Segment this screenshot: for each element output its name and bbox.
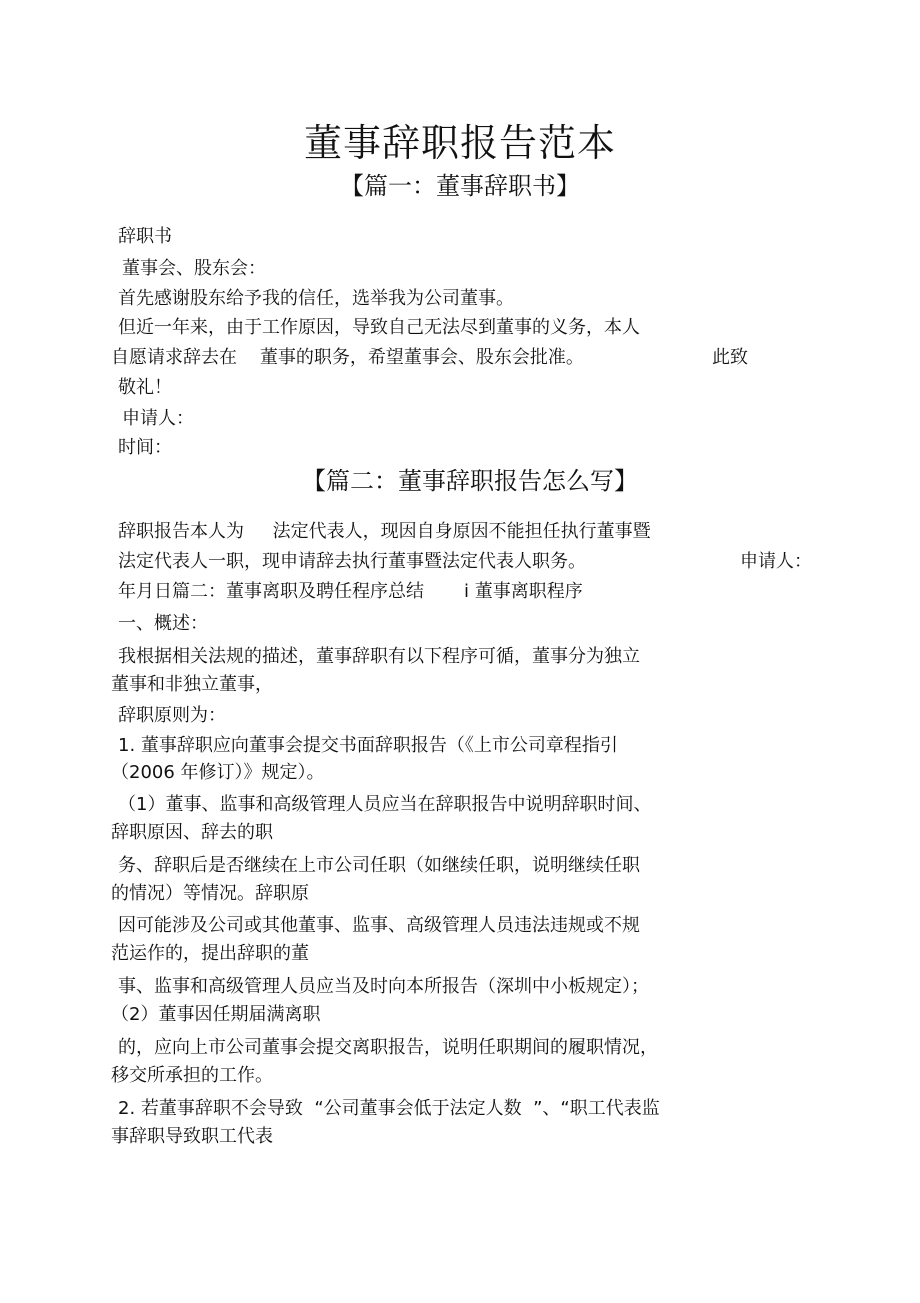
- signature-label: 申请人：: [740, 551, 812, 572]
- paragraph-line: 辞职书: [118, 226, 172, 247]
- section-2-heading: 【篇二：董事辞职报告怎么写】: [302, 467, 638, 495]
- paragraph-line: 事、监事和高级管理人员应当及时向本所报告（深圳中小板规定）；: [118, 976, 649, 997]
- paragraph-line: 移交所承担的工作。: [111, 1065, 273, 1086]
- paragraph-line: 因可能涉及公司或其他董事、监事、高级管理人员违法违规或不规: [118, 915, 640, 936]
- paragraph-line: 范运作的，提出辞职的董: [111, 943, 309, 964]
- paragraph-line: 董事会、股东会：: [122, 258, 266, 279]
- paragraph-line: 事辞职导致职工代表: [111, 1126, 273, 1147]
- paragraph-line: 1. 董事辞职应向董事会提交书面辞职报告（《上市公司章程指引: [118, 735, 618, 756]
- paragraph-line: 务、辞职后是否继续在上市公司任职（如继续任职，说明继续任职: [118, 855, 640, 876]
- paragraph-line: 但近一年来，由于工作原因，导致自己无法尽到董事的义务，本人: [118, 317, 640, 338]
- paragraph-line: （2）董事因任期届满离职: [111, 1004, 321, 1025]
- closing-phrase: 此致: [712, 347, 748, 368]
- paragraph-line: 2. 若董事辞职不会导致 “公司董事会低于法定人数 ”、“职工代表监: [118, 1098, 660, 1119]
- section-1-heading: 【篇一：董事辞职书】: [340, 172, 580, 200]
- paragraph-line: 敬礼！: [118, 377, 172, 398]
- paragraph-line: 法定代表人一职，现申请辞去执行董事暨法定代表人职务。: [118, 551, 586, 572]
- paragraph-line: （2006 年修订）》规定）。: [111, 762, 325, 783]
- date-label: 时间：: [118, 437, 172, 458]
- paragraph-line: 辞职原因、辞去的职: [111, 822, 273, 843]
- paragraph-line: 的，应向上市公司董事会提交离职报告，说明任职期间的履职情况，: [118, 1037, 658, 1058]
- paragraph-line: 一、概述：: [118, 613, 208, 634]
- paragraph-line: 年月日篇二：董事离职及聘任程序总结 i 董事离职程序: [118, 581, 583, 602]
- paragraph-line: 辞职报告本人为 法定代表人，现因自身原因不能担任执行董事暨: [118, 521, 651, 542]
- paragraph-line: 董事和非独立董事，: [111, 674, 273, 695]
- paragraph-line: （1）董事、监事和高级管理人员应当在辞职报告中说明辞职时间、: [118, 794, 652, 815]
- signature-label: 申请人：: [122, 408, 194, 429]
- paragraph-line: 自愿请求辞去在 董事的职务，希望董事会、股东会批准。: [111, 347, 584, 368]
- document-title: 董事辞职报告范本: [303, 121, 616, 165]
- paragraph-line: 我根据相关法规的描述，董事辞职有以下程序可循，董事分为独立: [118, 646, 640, 667]
- paragraph-line: 首先感谢股东给予我的信任，选举我为公司董事。: [118, 288, 514, 309]
- paragraph-line: 辞职原则为：: [118, 705, 226, 726]
- paragraph-line: 的情况）等情况。辞职原: [111, 883, 309, 904]
